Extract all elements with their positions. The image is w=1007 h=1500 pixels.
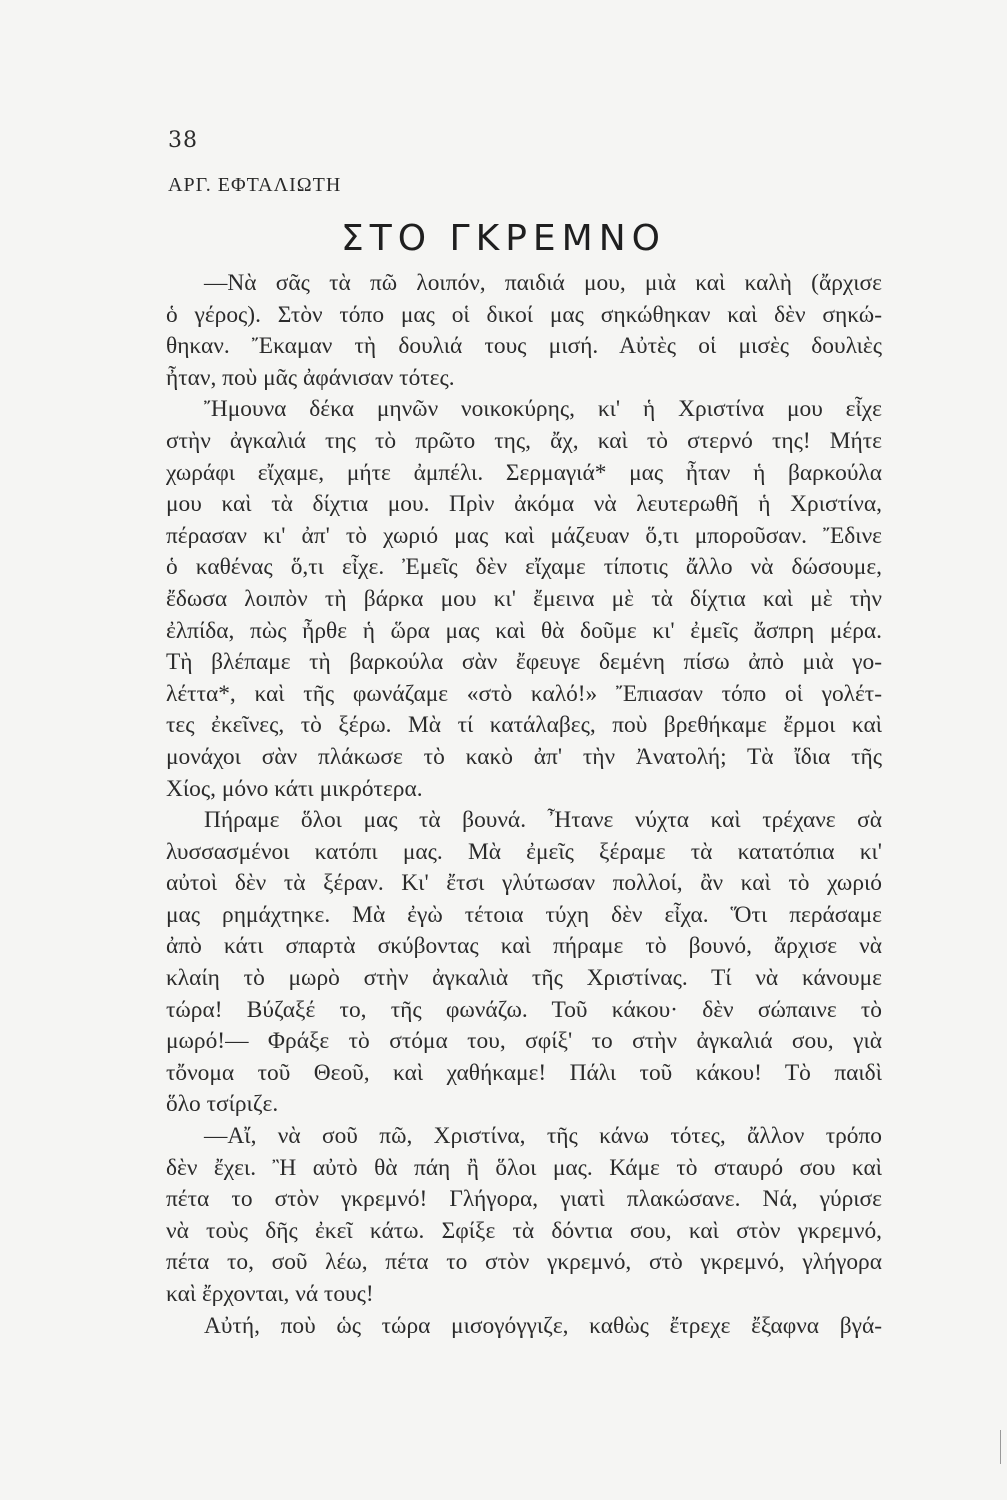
text-line: χωράφι εἴχαμε, μήτε ἀμπέλι. Σερμαγιά* μας ἦταν ἡ βαρκούλα (166, 459, 882, 486)
text-line: ὅλο τσίριζε. (166, 1091, 279, 1118)
text-line: Πήραμε ὅλοι μας τὰ βουνά. Ἦτανε νύχτα καὶ τρέχανε σὰ (204, 807, 882, 834)
text-line: μονάχοι σὰν πλάκωσε τὸ κακὸ ἀπ' τὴν Ἀνατολή; Τὰ ἴδια τῆς (166, 743, 882, 770)
text-line: ὁ καθένας ὅ,τι εἶχε. Ἐμεῖς δὲν εἴχαμε τίποτις ἄλλο νὰ δώσουμε, (166, 554, 882, 581)
page-number: 38 (168, 128, 198, 153)
text-line: Τὴ βλέπαμε τὴ βαρκούλα σὰν ἔφευγε δεμένη πίσω ἀπὸ μιὰ γο- (166, 649, 882, 676)
text-line: στὴν ἀγκαλιά της τὸ πρῶτο της, ἄχ, καὶ τὸ στερνό της! Μήτε (166, 427, 882, 454)
story-title: ΣΤΟ ΓΚΡΕΜΝΟ (341, 218, 666, 259)
text-line: μας ρημάχτηκε. Μὰ ἐγὼ τέτοια τύχη δὲν εἶχα. Ὅτι περάσαμε (166, 901, 882, 928)
text-line: λέττα*, καὶ τῆς φωνάζαμε «στὸ καλό!» Ἔπιασαν τόπο οἱ γολέτ- (166, 680, 882, 707)
text-line: Χίος, μόνο κάτι μικρότερα. (166, 775, 423, 802)
text-line: —Αἴ, νὰ σοῦ πῶ, Χριστίνα, τῆς κάνω τότες, ἄλλον τρόπο (204, 1123, 882, 1150)
paragraph (166, 268, 882, 394)
scan-edge-mark (1000, 1430, 1005, 1464)
text-line: τες ἐκεῖνες, τὸ ξέρω. Μὰ τί κατάλαβες, ποὺ βρεθήκαμε ἔρμοι καὶ (166, 712, 882, 739)
text-line: μωρό!— Φράξε τὸ στόμα του, σφίξ' το στὴν ἀγκαλιά σου, γιὰ (166, 1028, 882, 1055)
paragraph (166, 805, 882, 1121)
text-line: τὄνομα τοῦ Θεοῦ, καὶ χαθήκαμε! Πάλι τοῦ κάκου! Τὸ παιδὶ (166, 1059, 882, 1086)
text-line: ἔδωσα λοιπὸν τὴ βάρκα μου κι' ἔμεινα μὲ τὰ δίχτια καὶ μὲ τὴν (166, 585, 882, 612)
text-line: Ἤμουνα δέκα μηνῶν νοικοκύρης, κι' ἡ Χριστίνα μου εἶχε (204, 396, 882, 423)
text-line: ἐλπίδα, πὼς ἦρθε ἡ ὥρα μας καὶ θὰ δοῦμε κι' ἐμεῖς ἄσπρη μέρα. (166, 617, 882, 644)
paragraph (166, 1311, 882, 1343)
text-line: θηκαν. Ἔκαμαν τὴ δουλιά τους μισή. Αὐτὲς οἱ μισὲς δουλιὲς (166, 333, 882, 360)
paragraph (166, 1121, 882, 1311)
paragraph (166, 394, 882, 805)
text-line: πέρασαν κι' ἀπ' τὸ χωριό μας καὶ μάζευαν ὅ,τι μποροῦσαν. Ἔδινε (166, 522, 882, 549)
text-line: πέτα το, σοῦ λέω, πέτα το στὸν γκρεμνό, στὸ γκρεμνό, γλήγορα (166, 1249, 882, 1276)
text-line: αὐτοὶ δὲν τὰ ξέραν. Κι' ἔτσι γλύτωσαν πολλοί, ἂν καὶ τὸ χωριό (166, 870, 882, 897)
story-body (166, 268, 882, 1342)
text-line: ὁ γέρος). Στὸν τόπο μας οἱ δικοί μας σηκώθηκαν καὶ δὲν σηκώ- (166, 301, 882, 328)
text-line: λυσσασμένοι κατόπι μας. Μὰ ἐμεῖς ξέραμε τὰ κατατόπια κι' (166, 838, 882, 865)
text-line: Αὐτή, ποὺ ὡς τώρα μισογόγγιζε, καθὼς ἔτρεχε ἔξαφνα βγά- (204, 1312, 882, 1339)
text-line: μου καὶ τὰ δίχτια μου. Πρὶν ἀκόμα νὰ λευτερωθῆ ἡ Χριστίνα, (166, 491, 882, 518)
author-heading: ΑΡΓ. ΕΦΤΑΛΙΩΤΗ (168, 174, 342, 196)
text-line: κλαίη τὸ μωρὸ στὴν ἀγκαλιὰ τῆς Χριστίνας. Τί νὰ κάνουμε (166, 965, 882, 992)
text-line: —Νὰ σᾶς τὰ πῶ λοιπόν, παιδιά μου, μιὰ καὶ καλὴ (ἄρχισε (204, 270, 882, 296)
text-line: ἦταν, ποὺ μᾶς ἀφάνισαν τότες. (166, 364, 455, 391)
text-line: δὲν ἔχει. Ἢ αὐτὸ θὰ πάη ἢ ὅλοι μας. Κάμε τὸ σταυρό σου καὶ (166, 1154, 882, 1181)
text-line: νὰ τοὺς δῆς ἐκεῖ κάτω. Σφίξε τὰ δόντια σου, καὶ στὸν γκρεμνό, (166, 1217, 882, 1244)
text-line: ἀπὸ κάτι σπαρτὰ σκύβοντας καὶ πήραμε τὸ βουνό, ἄρχισε νὰ (166, 933, 882, 960)
text-line: πέτα το στὸν γκρεμνό! Γλήγορα, γιατὶ πλακώσανε. Νά, γύρισε (166, 1186, 882, 1213)
text-line: καὶ ἔρχονται, νά τους! (166, 1281, 374, 1307)
text-line: τώρα! Βύζαξέ το, τῆς φωνάζω. Τοῦ κάκου· δὲν σώπαινε τὸ (166, 996, 882, 1023)
